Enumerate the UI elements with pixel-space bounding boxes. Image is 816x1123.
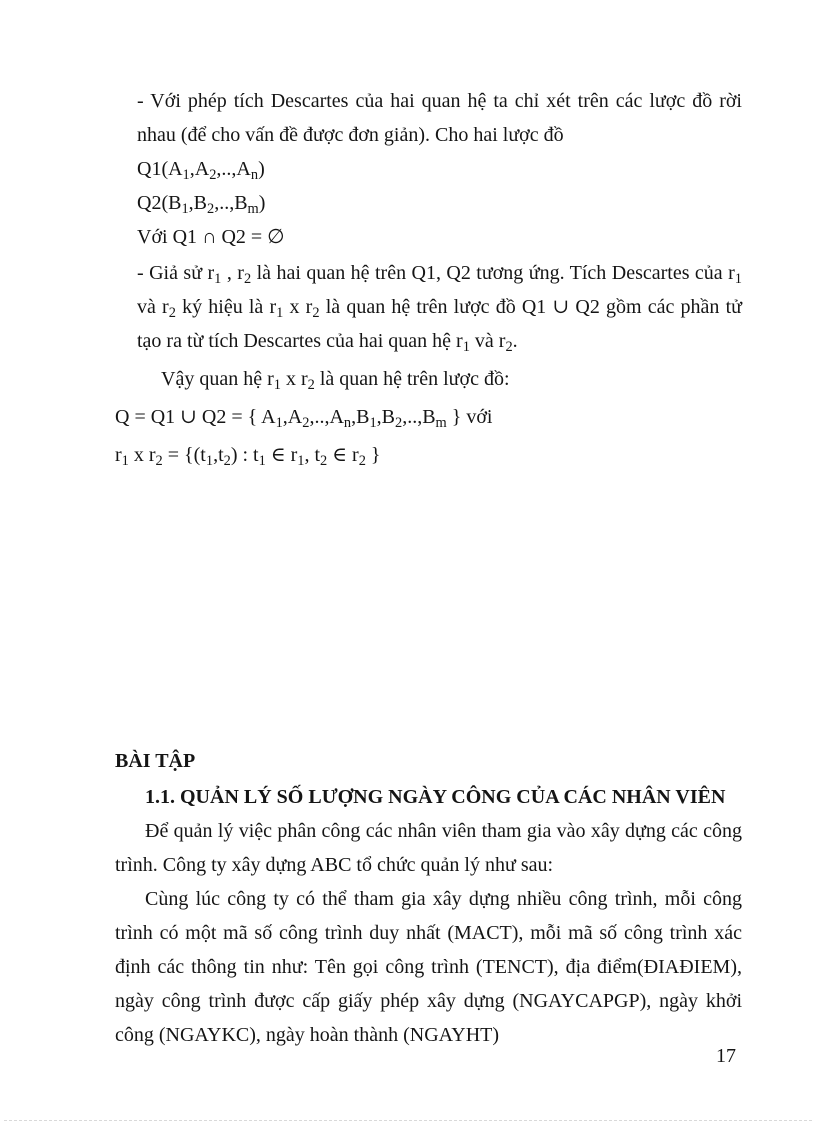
section-exercises [115,744,742,1052]
paragraph-descartes-intro: - Với phép tích Descartes của hai quan hệ ta chỉ xét trên các lược đồ rời nhau (để cho vấn đề được đơn giản). Cho hai lược đồ [137,90,742,146]
exercises-section-title: BÀI TẬP [115,750,196,772]
math-product-definition: $r_1$ x $r_2 = \{(t_1,t_2)$ : $t_1$ ∈ $r_1$, $t_2$ ∈ $r_2$ } [115,444,381,470]
exercise-1-1-title: 1.1. QUẢN LÝ SỐ LƯỢNG NGÀY CÔNG CỦA CÁC NHÂN VIÊN [145,786,726,808]
math-schema-union: Q = Q1 ∪ Q2 = { $A_1,A_2,..,A_n,B_1,B_2,..,B_m$ } với [115,406,493,432]
scan-artifact-line [4,1120,812,1121]
math-q2-schema: $Q2(B_1,B_2,..,B_m)$ [137,192,266,218]
paragraph-descartes-definition: - Giả sử $r_1$ , $r_2$ là hai quan hệ trên Q1, Q2 tương ứng. Tích Descartes của $r_1$ và $r_2$ ký hiệu là $r_1$ x $r_2$ là quan hệ trên lược đồ Q1 ∪ Q2 gồm các phần tử tạo ra từ tích Descartes của hai quan hệ $r_1$ và $r_2$. [137,262,742,356]
exercise-paragraph-1: Để quản lý việc phân công các nhân viên tham gia vào xây dựng các công trình. Công ty xây dựng ABC tổ chức quản lý như sau: [115,820,742,876]
math-q1-schema: $Q1(A_1,A_2,..,A_n)$ [137,158,265,184]
section-theory [115,84,742,472]
math-disjoint-condition: Với Q1 ∩ Q2 = ∅ [137,226,285,248]
exercise-paragraph-2: Cùng lúc công ty có thể tham gia xây dựng nhiều công trình, mỗi công trình có một mã số công trình duy nhất (MACT), mỗi mã số công trình xác định các thông tin như: Tên gọi công trình (TENCT), địa điểm(ĐIAĐIEM), ngày công trình được cấp giấy phép xây dựng (NGAYCAPGP), ngày khởi công (NGAYKC), ngày hoàn thành (NGAYHT) [115,888,742,1046]
vertical-gap [115,472,742,744]
paragraph-schema-statement: Vậy quan hệ $r_1$ x $r_2$ là quan hệ trên lược đồ: [161,368,510,394]
page-number: 17 [716,1045,736,1067]
